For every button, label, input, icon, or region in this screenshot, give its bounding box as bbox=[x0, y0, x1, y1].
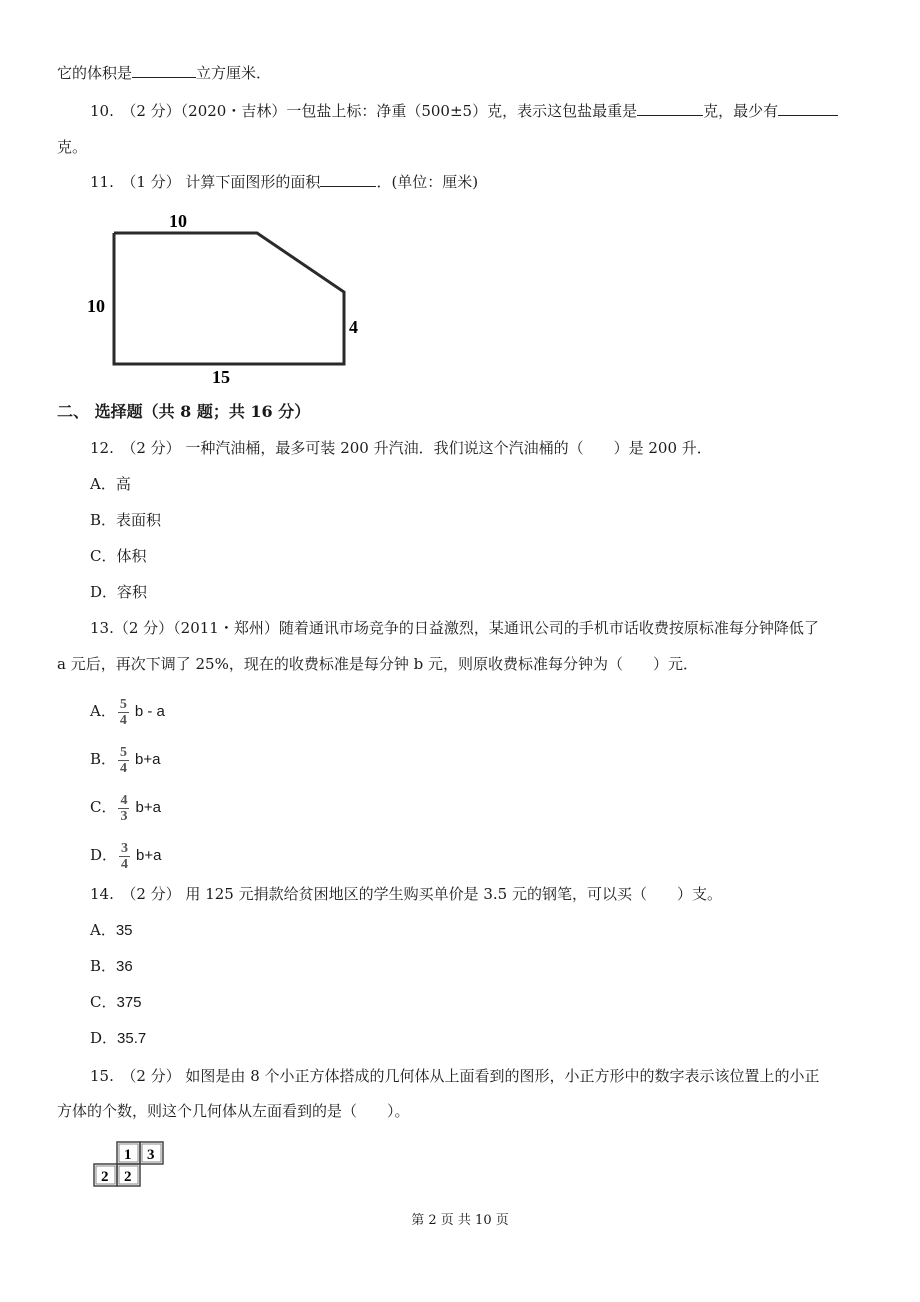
label-right: 4 bbox=[349, 317, 358, 337]
q10-text-mid: 克，最少有 bbox=[703, 102, 779, 120]
q14-option-b[interactable] bbox=[90, 956, 133, 977]
option-text: 表面积 bbox=[116, 511, 162, 529]
q9-tail-suffix: 立方厘米． bbox=[196, 64, 272, 82]
q12-option-a[interactable] bbox=[90, 474, 131, 494]
q12-option-c[interactable] bbox=[90, 546, 147, 566]
option-letter: A． bbox=[90, 475, 116, 493]
fraction bbox=[118, 794, 129, 823]
fraction-denominator: 3 bbox=[120, 808, 128, 824]
q15-stem-line2: 方体的个数，则这个几何体从左面看到的是（ ）。 bbox=[57, 1102, 410, 1120]
option-text: 35 bbox=[115, 922, 133, 939]
option-text: 容积 bbox=[117, 583, 148, 601]
q11-text: 11. （1 分） 计算下面图形的面积 bbox=[90, 173, 321, 191]
fraction bbox=[118, 746, 129, 775]
fraction-denominator: 4 bbox=[121, 856, 129, 872]
q12-option-b[interactable] bbox=[90, 510, 161, 530]
grid-number: 2 bbox=[124, 1169, 132, 1185]
q10-text: 10. （2 分）（2020・吉林）一包盐上标：净重（500±5）克，表示这包盐最重是 bbox=[90, 102, 638, 120]
label-top: 10 bbox=[169, 211, 187, 231]
fraction-numerator: 4 bbox=[120, 792, 128, 808]
option-letter: C． bbox=[90, 993, 117, 1011]
section-title: 二、 选择题（共 8 题；共 16 分） bbox=[57, 402, 311, 421]
answer-blank[interactable] bbox=[637, 101, 703, 116]
q13-stem-line1: 13.（2 分）（2011・郑州）随着通讯市场竞争的日益激烈，某通讯公司的手机市话收费按原标准每分钟降低了 bbox=[90, 619, 819, 637]
q14-option-c[interactable] bbox=[90, 992, 142, 1013]
fraction-numerator: 3 bbox=[121, 840, 129, 856]
option-letter: C． bbox=[90, 547, 117, 565]
option-text: 体积 bbox=[116, 547, 147, 565]
q10-stem bbox=[90, 101, 838, 121]
q13-option-d[interactable] bbox=[90, 840, 161, 871]
q10-line2: 克。 bbox=[57, 138, 88, 156]
option-text: b - a bbox=[134, 703, 165, 720]
q14-option-d[interactable] bbox=[90, 1028, 146, 1049]
q13-option-c[interactable] bbox=[90, 792, 161, 823]
q13-option-b[interactable] bbox=[90, 744, 160, 775]
fraction bbox=[119, 842, 130, 871]
q11-stem bbox=[90, 172, 478, 192]
option-letter: B． bbox=[90, 750, 117, 768]
q13-stem-line2: a 元后，再次下调了 25%，现在的收费标准是每分钟 b 元，则原收费标准每分钟为（ ）元． bbox=[57, 655, 698, 673]
fraction-denominator: 4 bbox=[119, 712, 127, 728]
option-text: b+a bbox=[135, 799, 161, 816]
option-text: 高 bbox=[115, 475, 131, 493]
q9-tail-prefix: 它的体积是 bbox=[57, 64, 133, 82]
fraction-denominator: 4 bbox=[120, 760, 128, 776]
label-left: 10 bbox=[87, 296, 105, 316]
page-footer: 第 2 页 共 10 页 bbox=[411, 1213, 509, 1228]
q12-stem: 12. （2 分） 一种汽油桶，最多可装 200 升汽油．我们说这个汽油桶的（ ）是 200 升． bbox=[90, 439, 712, 457]
q14-stem: 14. （2 分） 用 125 元捐款给贫困地区的学生购买单价是 3.5 元的钢笔，可以买（ ）支。 bbox=[90, 885, 722, 903]
option-text: 35.7 bbox=[117, 1030, 147, 1047]
option-text: b+a bbox=[135, 751, 161, 768]
option-text: 36 bbox=[116, 958, 133, 975]
q11-figure bbox=[80, 208, 370, 393]
q11-unit: ．(单位：厘米) bbox=[376, 173, 479, 191]
option-letter: A． bbox=[90, 921, 116, 939]
grid-number: 1 bbox=[124, 1147, 132, 1163]
answer-blank[interactable] bbox=[778, 101, 838, 116]
fraction bbox=[118, 698, 129, 727]
q14-option-a[interactable] bbox=[90, 920, 133, 941]
option-text: b+a bbox=[136, 847, 162, 864]
option-letter: D． bbox=[90, 846, 118, 864]
option-letter: B． bbox=[90, 957, 117, 975]
option-letter: D． bbox=[90, 583, 118, 601]
option-letter: A． bbox=[90, 702, 116, 720]
q9-tail bbox=[57, 63, 271, 83]
q15-top-view-grid bbox=[92, 1140, 168, 1190]
answer-blank[interactable] bbox=[320, 172, 376, 187]
q12-option-d[interactable] bbox=[90, 582, 147, 602]
q13-option-a[interactable] bbox=[90, 696, 165, 727]
option-text: 375 bbox=[116, 994, 142, 1011]
answer-blank[interactable] bbox=[132, 63, 196, 78]
grid-number: 3 bbox=[147, 1147, 155, 1163]
grid-number: 2 bbox=[101, 1169, 109, 1185]
q15-stem-line1: 15. （2 分） 如图是由 8 个小正方体搭成的几何体从上面看到的图形，小正方形中的数字表示该位置上的小正 bbox=[90, 1067, 820, 1085]
fraction-numerator: 5 bbox=[120, 744, 128, 760]
option-letter: D． bbox=[90, 1029, 118, 1047]
option-letter: C． bbox=[90, 798, 117, 816]
label-bottom: 15 bbox=[212, 367, 230, 387]
option-letter: B． bbox=[90, 511, 117, 529]
pentagon-shape bbox=[114, 233, 344, 364]
fraction-numerator: 5 bbox=[119, 696, 127, 712]
